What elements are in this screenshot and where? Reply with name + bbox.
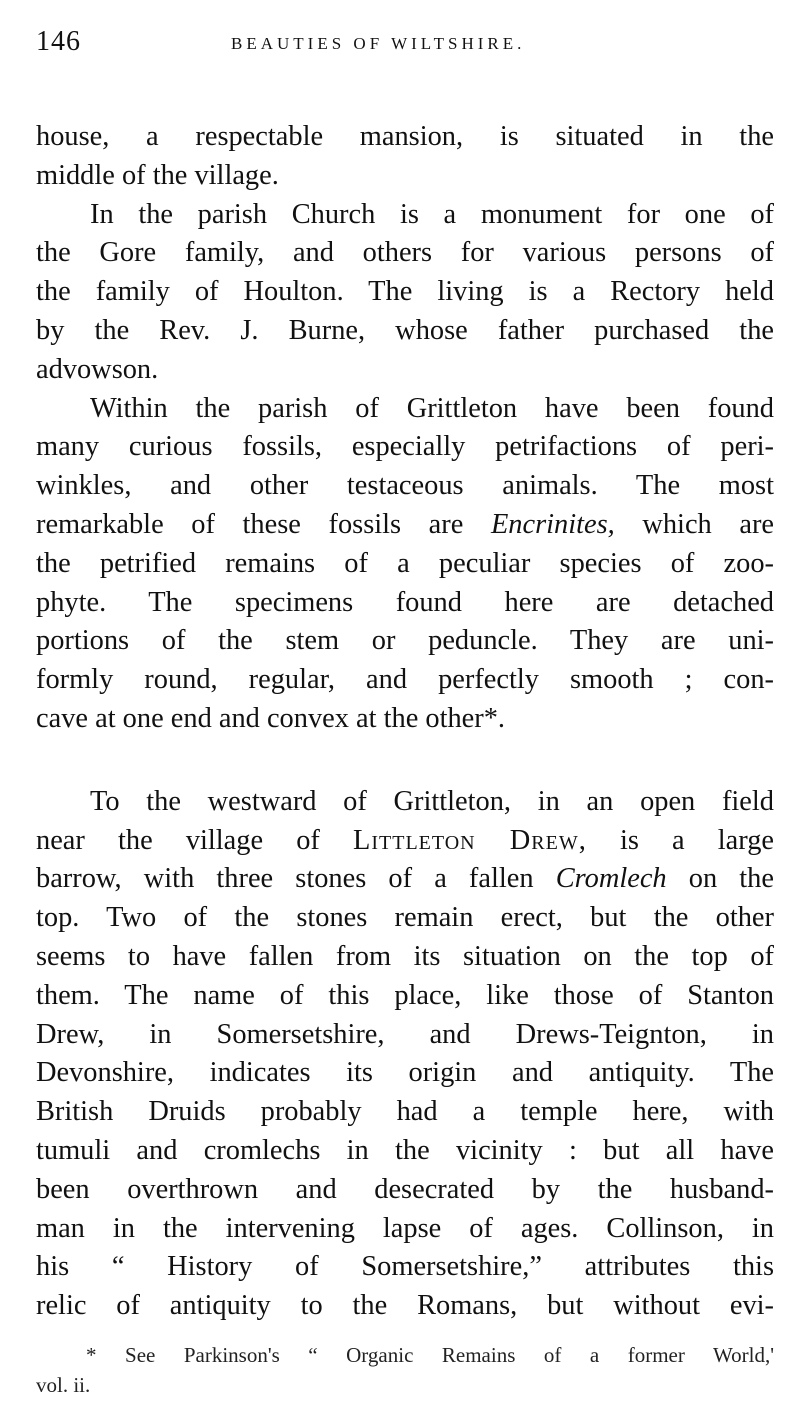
text-line: the Gore family, and others for various persons of	[36, 237, 774, 269]
running-title: BEAUTIES OF WILTSHIRE.	[231, 34, 526, 53]
text-line: the petrified remains of a peculiar species of zoo-	[36, 547, 774, 579]
page-number: 146	[36, 26, 81, 57]
paragraph-2	[36, 196, 774, 390]
text-line: relic of antiquity to the Romans, but without evi-	[36, 1290, 774, 1322]
text-run: barrow, with three stones of a fallen	[36, 863, 556, 895]
text-line	[36, 860, 774, 899]
italic-term-encrinites: Encrinites,	[490, 508, 615, 540]
text-line: cave at one end and convex at the other*.	[36, 702, 506, 734]
text-line: winkles, and other testaceous animals. The most	[36, 470, 774, 502]
paragraph-1	[36, 118, 774, 196]
paragraph-4	[36, 783, 774, 1326]
text-line: seems to have fallen from its situation on the top of	[36, 940, 774, 972]
text-line: Devonshire, indicates its origin and antiquity. The	[36, 1057, 774, 1089]
text-line: many curious fossils, especially petrifactions of peri-	[36, 431, 774, 463]
text-line: British Druids probably had a temple here, with	[36, 1096, 774, 1128]
text-line: To the westward of Grittleton, in an open field	[90, 785, 774, 817]
italic-term-cromlech: Cromlech	[555, 863, 667, 895]
text-line: middle of the village.	[36, 159, 279, 191]
text-line: phyte. The specimens found here are detached	[36, 586, 774, 618]
text-line	[36, 506, 774, 545]
text-line: his “ History of Somersetshire,” attributes this	[36, 1251, 774, 1283]
running-head	[36, 26, 774, 66]
text-line: top. Two of the stones remain erect, but the other	[36, 902, 774, 934]
text-line: the family of Houlton. The living is a Rectory held	[36, 276, 774, 308]
text-line: Drew, in Somersetshire, and Drews-Teignton, in	[36, 1018, 774, 1050]
text-line	[36, 822, 774, 861]
text-line: In the parish Church is a monument for one of	[90, 198, 774, 230]
text-run: is a large	[586, 824, 774, 856]
text-run: near the village of	[36, 824, 354, 856]
paragraph-3	[36, 390, 774, 739]
text-line: tumuli and cromlechs in the vicinity : but all have	[36, 1134, 774, 1166]
text-line: by the Rev. J. Burne, whose father purchased the	[36, 314, 774, 346]
text-run: on the	[666, 863, 774, 895]
page	[36, 26, 774, 1326]
footnote-line: vol. ii.	[36, 1373, 91, 1397]
text-line: advowson.	[36, 353, 159, 385]
place-name-littleton-drew: Littleton Drew,	[353, 824, 587, 856]
text-line: portions of the stem or peduncle. They are uni-	[36, 625, 774, 657]
text-line: them. The name of this place, like those of Stanton	[36, 979, 774, 1011]
text-line: man in the intervening lapse of ages. Collinson, in	[36, 1212, 774, 1244]
text-line: formly round, regular, and perfectly smooth ; con-	[36, 664, 774, 696]
footnote	[36, 1340, 774, 1400]
text-run: remarkable of these fossils are	[36, 508, 491, 540]
text-line: been overthrown and desecrated by the husband-	[36, 1173, 774, 1205]
text-run: which are	[614, 508, 775, 540]
text-line: house, a respectable mansion, is situated in the	[36, 121, 774, 152]
text-line: Within the parish of Grittleton have been found	[90, 392, 774, 424]
footnote-line: * See Parkinson's “ Organic Remains of a former World,'	[86, 1343, 774, 1367]
